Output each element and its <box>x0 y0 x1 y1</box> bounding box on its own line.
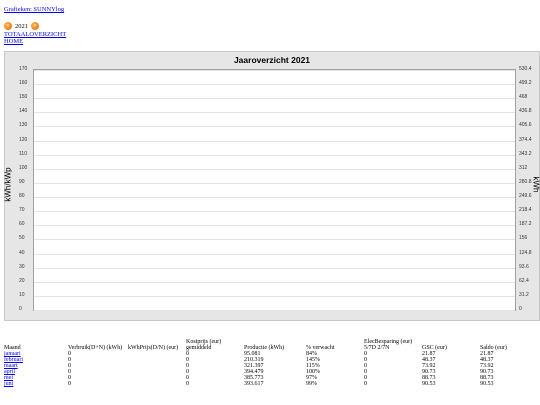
y-axis-left-label: kWh/kWp <box>3 167 13 202</box>
table-cell: 0 <box>68 363 71 369</box>
grid-line <box>34 155 515 156</box>
totaaloverzicht-link[interactable]: TOTAALOVERZICHT <box>4 31 67 38</box>
table-cell: 84% <box>306 351 317 357</box>
y-tick-right: 530.4 <box>519 66 532 72</box>
y-tick-right: 218.4 <box>519 207 532 214</box>
table-cell: 97% <box>306 375 317 381</box>
top-nav <box>4 6 64 13</box>
table-cell: 321.397 <box>244 363 264 369</box>
y-tick-right: 156 <box>519 235 528 242</box>
y-tick-left: 140 <box>19 108 28 115</box>
y-tick-left: 30 <box>19 263 25 270</box>
grid-line <box>34 112 515 113</box>
col-header: Productie (kWh) <box>244 345 285 351</box>
y-tick-left: 150 <box>19 94 28 101</box>
grid-line <box>34 197 515 198</box>
table-cell: 88.73 <box>422 375 436 381</box>
col-header: Maand <box>4 345 21 351</box>
table-cell: 0 <box>68 375 71 381</box>
table-cell: 48.37 <box>422 357 436 363</box>
grid-line <box>34 141 515 142</box>
table-cell: 0 <box>186 351 189 357</box>
monthly-table <box>4 339 530 387</box>
grid-line <box>34 282 515 283</box>
table-cell: 0 <box>68 357 71 363</box>
grid-line <box>34 225 515 226</box>
col-header: GSC (eur) <box>422 345 447 351</box>
table-cell: 0 <box>364 363 367 369</box>
table-cell: 88.73 <box>480 375 494 381</box>
table-cell: 394.479 <box>244 369 264 375</box>
table-cell: 21.87 <box>422 351 436 357</box>
y-tick-left: 50 <box>19 235 25 242</box>
table-cell: 73.92 <box>422 363 436 369</box>
table-cell: 0 <box>364 375 367 381</box>
y-tick-left: 100 <box>19 164 28 171</box>
year-label: 2021 <box>15 22 28 30</box>
y-tick-right: 436.8 <box>519 108 532 115</box>
table-cell: 0 <box>186 363 189 369</box>
grid-line <box>34 239 515 240</box>
y-tick-left: 60 <box>19 221 25 228</box>
y-tick-right: 312 <box>519 164 528 171</box>
y-tick-left: 160 <box>19 80 28 87</box>
year-selector <box>4 21 39 31</box>
grid-line <box>34 126 515 127</box>
y-tick-left: 0 <box>19 306 22 312</box>
table-cell: 115% <box>306 363 320 369</box>
grid-line <box>34 310 515 311</box>
table-cell: 90.73 <box>480 369 494 375</box>
y-tick-right: 249.6 <box>519 193 532 200</box>
table-cell: 0 <box>186 369 189 375</box>
y-tick-right: 374.4 <box>519 136 532 143</box>
table-cell: 393.617 <box>244 381 264 387</box>
col-header: Verbruik(D+N) (kWh) <box>68 345 123 351</box>
table-cell: 90.53 <box>480 381 494 387</box>
table-cell: 0 <box>68 369 71 375</box>
table-cell: 0 <box>68 381 71 387</box>
y-tick-left: 20 <box>19 277 25 284</box>
col-header: kWhPrijs(D/N) (eur) <box>128 345 179 351</box>
yearly-chart <box>4 51 540 321</box>
y-tick-right: 468 <box>519 94 528 101</box>
table-cell: 95.081 <box>244 351 261 357</box>
table-header-row <box>4 339 530 351</box>
month-link[interactable]: januari <box>4 351 21 357</box>
month-link[interactable]: juni <box>4 381 14 387</box>
chevron-right-icon[interactable]: › <box>31 22 39 30</box>
month-link[interactable]: maart <box>4 363 18 369</box>
col-header: ElecBesparing (eur) 5/7D 2/7N <box>364 339 413 351</box>
y-tick-right: 405.6 <box>519 122 532 129</box>
y-tick-right: 124.8 <box>519 249 532 256</box>
grid-line <box>34 268 515 269</box>
y-tick-right: 187.2 <box>519 221 532 228</box>
chart-title: Jaaroverzicht 2021 <box>233 55 311 65</box>
grid-line <box>34 296 515 297</box>
home-link[interactable]: HOME <box>4 38 24 45</box>
y-tick-left: 90 <box>19 178 25 185</box>
grid-line <box>34 84 515 85</box>
y-tick-left: 170 <box>19 66 28 72</box>
y-tick-right: 0 <box>519 306 522 312</box>
y-tick-right: 31.2 <box>519 291 529 298</box>
grid-line <box>34 183 515 184</box>
table-cell: 0 <box>68 351 71 357</box>
table-cell: 385.773 <box>244 375 264 381</box>
y-tick-right: 62.4 <box>519 277 529 284</box>
col-header: % verwacht <box>306 345 335 351</box>
table-cell: 90.73 <box>422 369 436 375</box>
y-tick-left: 130 <box>19 122 28 129</box>
month-link[interactable]: april <box>4 369 15 375</box>
table-cell: 100% <box>306 369 320 375</box>
y-tick-left: 80 <box>19 193 25 200</box>
y-tick-left: 110 <box>19 150 27 157</box>
table-row <box>4 381 530 387</box>
month-cell <box>4 381 68 387</box>
grid-line <box>34 98 515 99</box>
col-header: Saldo (eur) <box>480 345 507 351</box>
col-header: Kostprijs (eur) gemiddeld <box>186 339 222 351</box>
chevron-left-icon[interactable]: ‹ <box>4 22 12 30</box>
y-tick-right: 343.2 <box>519 150 532 157</box>
grid-line <box>34 70 515 71</box>
y-tick-right: 93.6 <box>519 263 529 270</box>
grid-line <box>34 211 515 212</box>
table-cell: 0 <box>186 375 189 381</box>
y-tick-left: 70 <box>19 207 25 214</box>
month-link[interactable]: februari <box>4 357 23 363</box>
y-tick-left: 10 <box>19 291 25 298</box>
table-cell: 21.87 <box>480 351 494 357</box>
grid-line <box>34 254 515 255</box>
table-cell: 73.92 <box>480 363 494 369</box>
grafieken-link[interactable]: Grafieken: SUNNYlog <box>4 6 65 13</box>
grid-line <box>34 169 515 170</box>
plot-area <box>33 69 516 311</box>
overview-links <box>4 31 66 45</box>
table-cell: 0 <box>364 357 367 363</box>
table-cell: 145% <box>306 357 320 363</box>
table-cell: 90.53 <box>422 381 436 387</box>
month-link[interactable]: mei <box>4 375 13 381</box>
y-tick-left: 40 <box>19 249 25 256</box>
y-tick-left: 120 <box>19 136 28 143</box>
table-cell: 0 <box>186 357 189 363</box>
table-cell: 48.37 <box>480 357 494 363</box>
table-cell: 210.319 <box>244 357 264 363</box>
table-cell: 99% <box>306 381 317 387</box>
table-cell <box>128 381 186 387</box>
y-tick-right: 280.8 <box>519 178 532 185</box>
table-cell: 0 <box>364 351 367 357</box>
table-cell: 0 <box>186 381 189 387</box>
table-cell: 0 <box>364 369 367 375</box>
y-tick-right: 499.2 <box>519 80 532 87</box>
y-axis-right-label: kWh <box>531 176 540 193</box>
table-cell: 0 <box>364 381 367 387</box>
